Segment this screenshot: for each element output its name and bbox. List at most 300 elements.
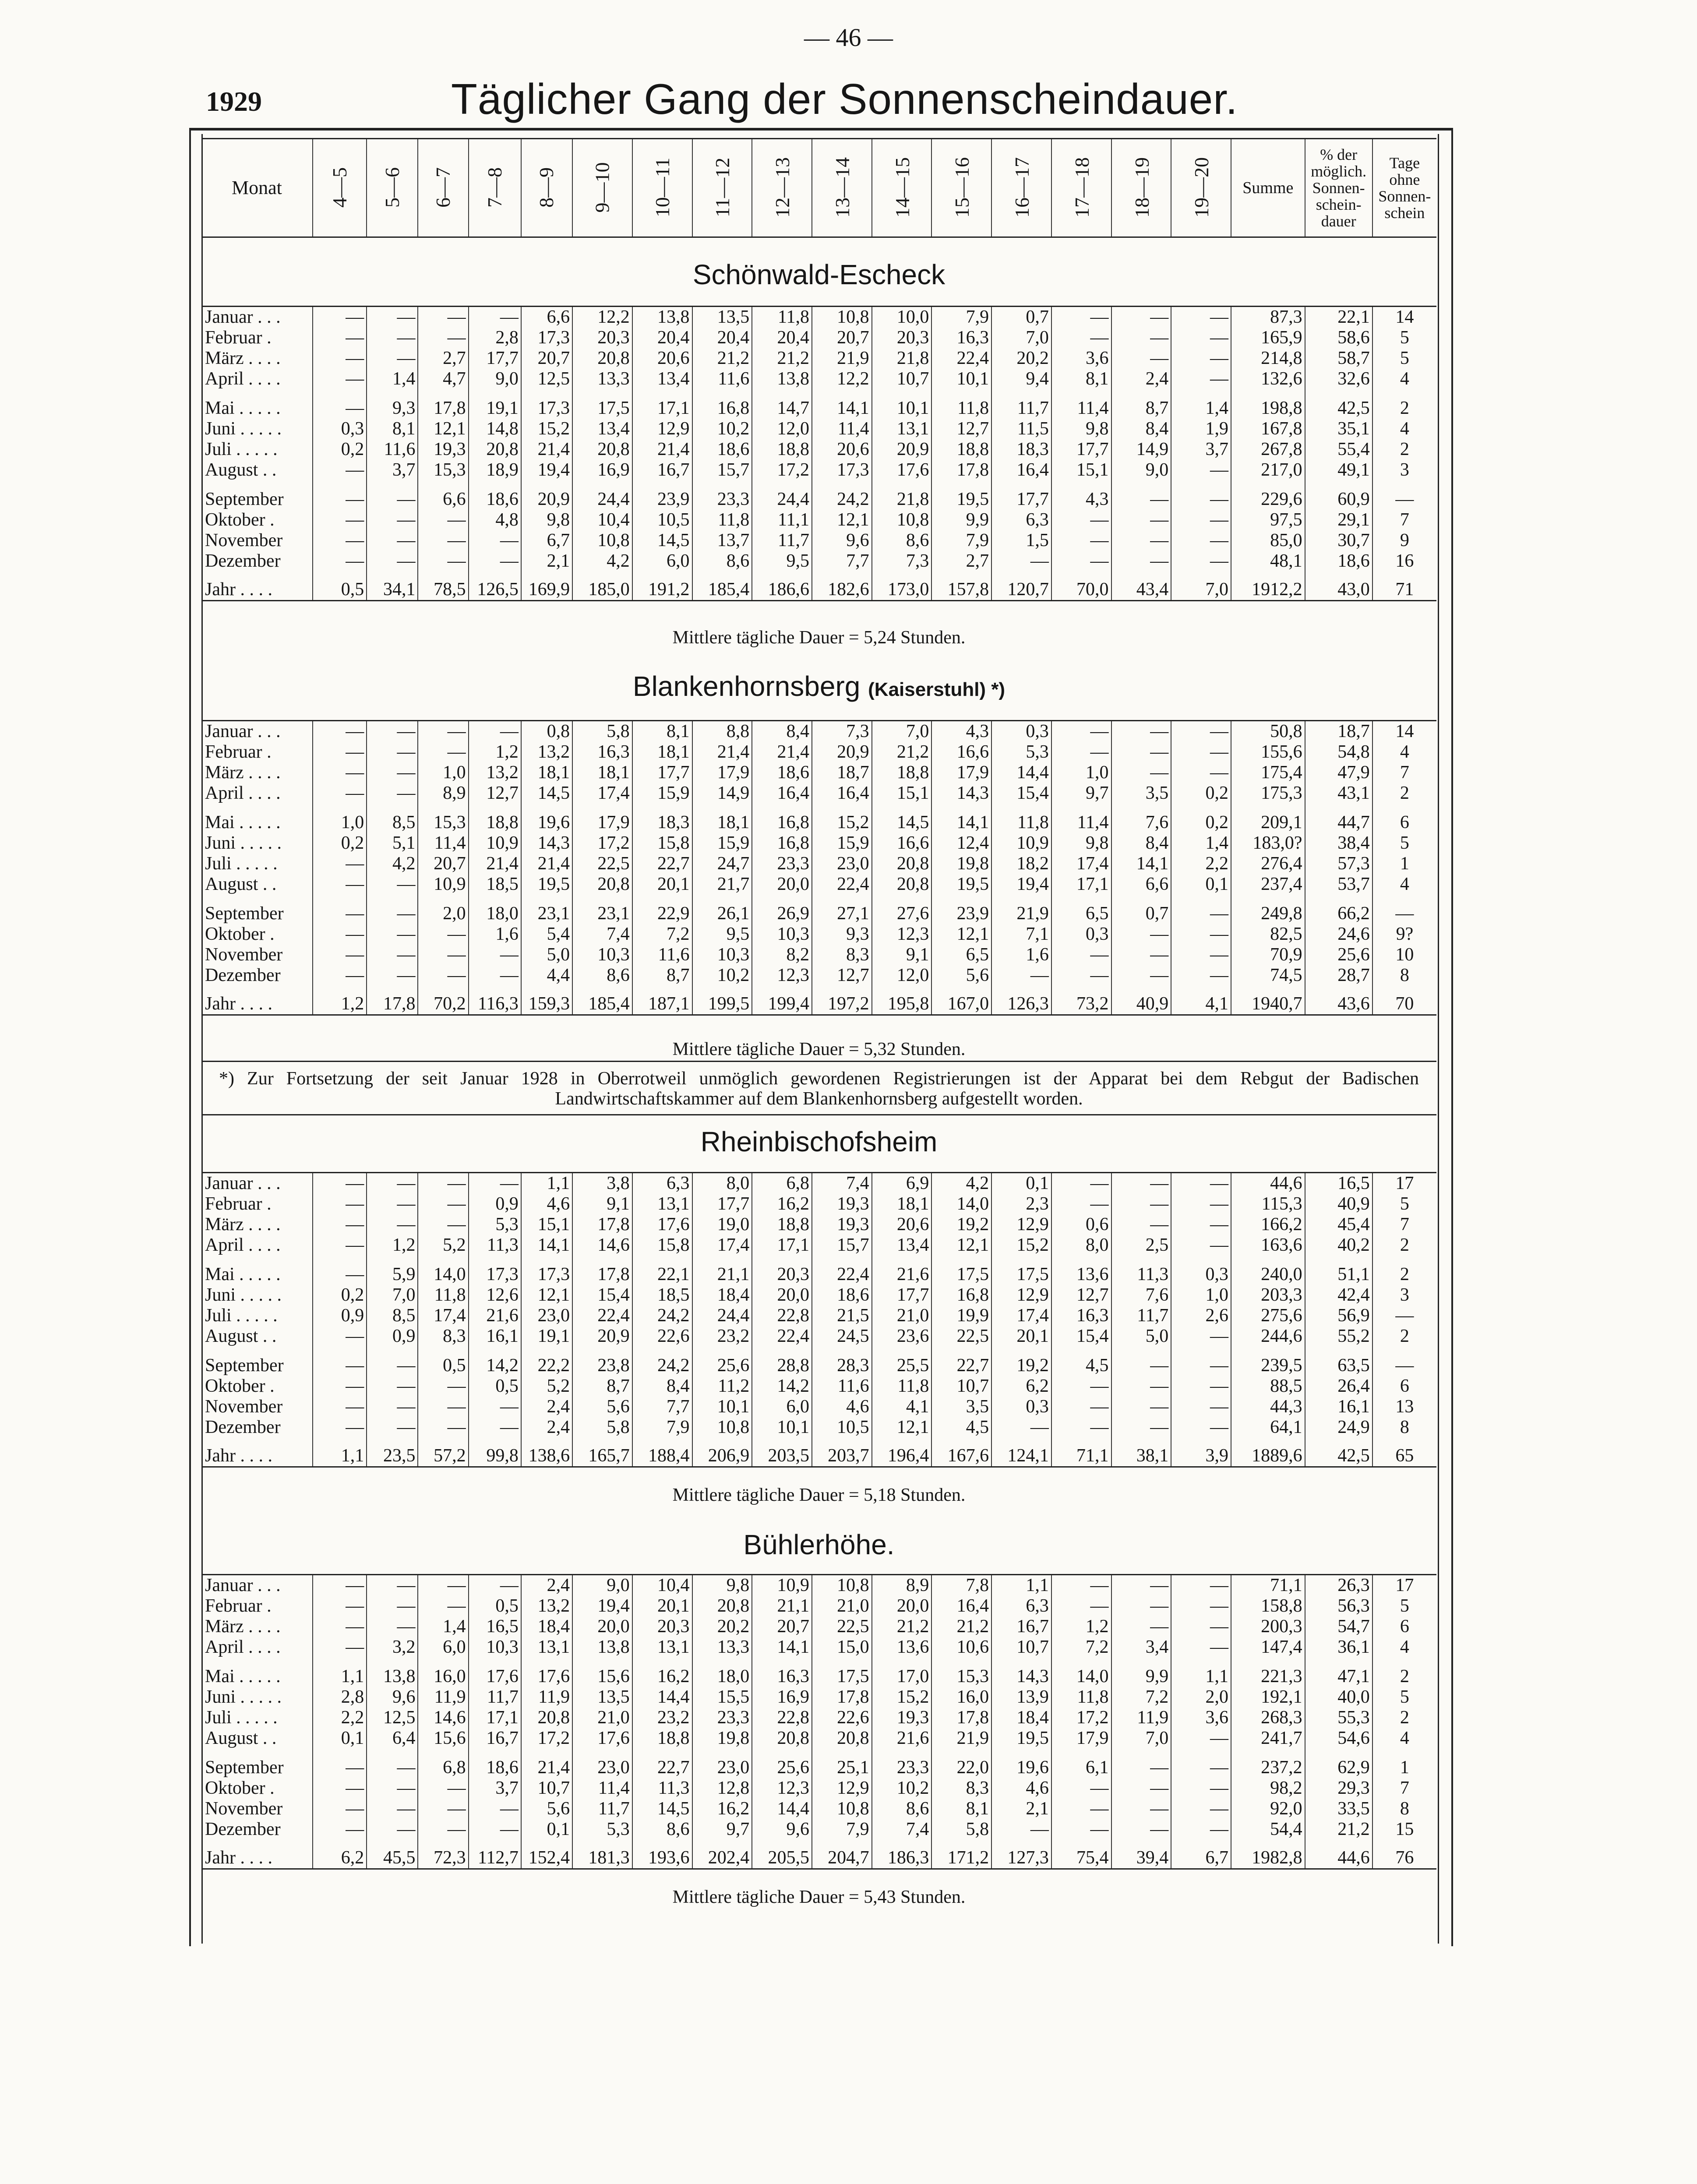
table-row [201, 874, 1436, 895]
table-cell: 8,4 [752, 721, 812, 742]
spacer-cell [1111, 804, 1171, 812]
table-cell: 24,4 [572, 489, 632, 510]
spacer-row [201, 895, 1436, 903]
month-cell: Juli . . . . . [205, 1305, 278, 1326]
table-cell: 65 [1372, 1446, 1436, 1467]
spacer-cell [812, 572, 872, 579]
table-cell: 25,6 [692, 1355, 752, 1376]
spacer-cell [201, 1749, 313, 1757]
table-cell: 2,4 [521, 1417, 572, 1438]
table-cell: — [313, 1757, 367, 1778]
table-cell: 11,9 [418, 1687, 468, 1708]
table-cell: 20,8 [572, 439, 632, 460]
section-title-text: Bühlerhöhe. [743, 1529, 895, 1560]
table-cell: — [418, 1376, 468, 1397]
header-month: Monat [201, 139, 313, 237]
table-cell: — [1372, 1305, 1436, 1326]
table-cell: 0,2 [313, 1285, 367, 1305]
table-cell: 7,9 [931, 307, 991, 328]
table-cell: 18,6 [752, 762, 812, 783]
table-cell: 203,3 [1231, 1285, 1305, 1305]
table-cell: 166,2 [1231, 1214, 1305, 1235]
spacer-cell [692, 572, 752, 579]
table-cell: 44,3 [1231, 1397, 1305, 1417]
table-cell: 9,8 [692, 1575, 752, 1596]
table-cell: 12,3 [752, 1778, 812, 1799]
table-cell: 16,2 [752, 1194, 812, 1214]
table-cell: 19,3 [872, 1708, 932, 1728]
table-cell: — [1111, 1173, 1171, 1194]
month-cell: Dezember [205, 1417, 281, 1437]
table-cell: 6,5 [1051, 903, 1111, 924]
table-row [201, 489, 1436, 510]
table-cell: 42,5 [1305, 1446, 1372, 1467]
table-cell: 16,5 [1305, 1173, 1372, 1194]
table-cell: — [1111, 1397, 1171, 1417]
month-cell: August . . [205, 460, 277, 480]
month-cell: Januar . . . [205, 721, 281, 741]
table-cell: 4,2 [931, 1173, 991, 1194]
table-cell: 0,1 [521, 1819, 572, 1840]
table-cell: 17,1 [632, 398, 692, 419]
table-cell: 8 [1372, 1417, 1436, 1438]
table-cell: 8 [1372, 965, 1436, 986]
table-cell: 3,6 [1171, 1708, 1231, 1728]
table-cell: 126,5 [469, 579, 521, 601]
spacer-cell [1171, 804, 1231, 812]
spacer-cell [632, 804, 692, 812]
table-cell: 1,2 [1051, 1616, 1111, 1637]
table-cell: 16,7 [632, 460, 692, 480]
header-hour [521, 139, 572, 237]
table-cell: 5,8 [572, 1417, 632, 1438]
table-cell: — [1171, 945, 1231, 965]
table-cell: 155,6 [1231, 742, 1305, 762]
table-cell: — [1111, 965, 1171, 986]
table-cell: 9,5 [692, 924, 752, 945]
spacer-cell [872, 1749, 932, 1757]
table-row [201, 439, 1436, 460]
header-hour-label: 4—5 [328, 167, 351, 208]
spacer-row [201, 572, 1436, 579]
table-cell: 15,2 [991, 1235, 1051, 1256]
spacer-cell [1372, 1840, 1436, 1848]
spacer-cell [201, 1840, 313, 1848]
table-cell: — [313, 460, 367, 480]
table-row [201, 328, 1436, 348]
table-cell: 8,1 [1051, 369, 1111, 389]
table-cell: 11,8 [418, 1285, 468, 1305]
table-cell: 9,7 [692, 1819, 752, 1840]
table-cell: 13,2 [521, 742, 572, 762]
spacer-cell [991, 1256, 1051, 1264]
spacer-cell [1305, 1347, 1372, 1355]
table-cell: — [1171, 1819, 1231, 1840]
table-cell: — [313, 874, 367, 895]
section-title-text: Blankenhornsberg [632, 670, 861, 702]
table-cell: 8,9 [418, 783, 468, 804]
spacer-cell [313, 986, 367, 994]
table-cell: 9,1 [872, 945, 932, 965]
month-cell: Jahr . . . . [205, 1848, 272, 1868]
header-hour-label: 10—11 [651, 157, 674, 217]
table-cell: — [367, 1355, 418, 1376]
table-cell: 18,9 [469, 460, 521, 480]
spacer-cell [692, 895, 752, 903]
table-cell: 10,9 [752, 1575, 812, 1596]
spacer-cell [692, 1256, 752, 1264]
table-cell: 9,5 [752, 551, 812, 572]
table-cell: — [469, 721, 521, 742]
table-row [201, 1194, 1436, 1214]
table-cell: — [1171, 1235, 1231, 1256]
table-cell: — [313, 783, 367, 804]
spacer-cell [1051, 1256, 1111, 1264]
table-cell: 20,8 [572, 348, 632, 369]
month-cell: Jahr . . . . [205, 1446, 272, 1466]
table-cell: 18,8 [752, 439, 812, 460]
spacer-cell [1231, 895, 1305, 903]
table-cell: 16,4 [931, 1596, 991, 1616]
table-cell: 99,8 [469, 1446, 521, 1467]
table-cell: 3,8 [572, 1173, 632, 1194]
table-row [201, 1687, 1436, 1708]
table-cell: 8,0 [1051, 1235, 1111, 1256]
table-cell: 10,8 [812, 307, 872, 328]
table-cell: 8,4 [1111, 833, 1171, 854]
header-hour-label: 16—17 [1011, 157, 1034, 218]
table-cell: 15,4 [991, 783, 1051, 804]
header-percent: % der möglich. Sonnen-schein-dauer [1305, 139, 1372, 237]
table-cell: 20,7 [812, 328, 872, 348]
table-cell: 11,7 [469, 1687, 521, 1708]
table-cell: 15,7 [692, 460, 752, 480]
month-cell: April . . . . [205, 1637, 281, 1657]
spacer-cell [1111, 1438, 1171, 1446]
table-cell: — [313, 1819, 367, 1840]
spacer-cell [632, 480, 692, 489]
table-cell: 20,2 [692, 1616, 752, 1637]
table-cell: — [367, 924, 418, 945]
month-cell: April . . . . [205, 1235, 281, 1255]
table-cell: — [1171, 762, 1231, 783]
spacer-cell [931, 804, 991, 812]
spacer-cell [991, 804, 1051, 812]
table-cell: 16,6 [872, 833, 932, 854]
table-cell: — [1111, 307, 1171, 328]
month-cell: März . . . . [205, 762, 281, 783]
table-cell: 6,0 [418, 1637, 468, 1658]
spacer-cell [418, 804, 468, 812]
spacer-cell [1051, 1658, 1111, 1666]
table-cell: 14,1 [752, 1637, 812, 1658]
spacer-cell [1231, 1749, 1305, 1757]
spacer-cell [931, 986, 991, 994]
table-row [201, 1778, 1436, 1799]
table-cell: 20,0 [872, 1596, 932, 1616]
table-row [201, 1355, 1436, 1376]
table-cell: — [1111, 945, 1171, 965]
table-cell: 17,6 [572, 1728, 632, 1749]
table-cell: 17,6 [469, 1666, 521, 1687]
table-cell: — [1171, 1326, 1231, 1347]
table-cell: — [1171, 903, 1231, 924]
table-cell: 7,2 [1051, 1637, 1111, 1658]
table-cell: 12,9 [991, 1214, 1051, 1235]
spacer-cell [367, 1840, 418, 1848]
spacer-cell [201, 1347, 313, 1355]
table-cell: 14,3 [521, 833, 572, 854]
spacer-cell [632, 895, 692, 903]
spacer-cell [469, 389, 521, 398]
table-cell: 8,4 [632, 1376, 692, 1397]
header-hour-label: 18—19 [1130, 157, 1153, 218]
table-cell: 24,4 [692, 1305, 752, 1326]
table-cell: 42,4 [1305, 1285, 1372, 1305]
spacer-cell [991, 1347, 1051, 1355]
table-cell: 15,2 [812, 812, 872, 833]
table-cell: 56,9 [1305, 1305, 1372, 1326]
table-cell: 18,8 [752, 1214, 812, 1235]
table-cell: 17,7 [991, 489, 1051, 510]
spacer-cell [313, 804, 367, 812]
table-cell: 9? [1372, 924, 1436, 945]
table-cell: 6,6 [1111, 874, 1171, 895]
table-cell: — [367, 742, 418, 762]
table-cell: 5,4 [521, 924, 572, 945]
table-cell: 20,0 [752, 1285, 812, 1305]
table-cell: 55,3 [1305, 1708, 1372, 1728]
table-cell: 3,9 [1171, 1446, 1231, 1467]
table-cell: 22,1 [1305, 307, 1372, 328]
table-cell: — [313, 924, 367, 945]
table-cell: 0,2 [313, 833, 367, 854]
table-cell: — [313, 1326, 367, 1347]
table-cell: 57,3 [1305, 854, 1372, 874]
spacer-cell [469, 572, 521, 579]
header-hour [632, 139, 692, 237]
spacer-cell [1171, 480, 1231, 489]
table-cell: 4,2 [572, 551, 632, 572]
table-cell: 10,3 [752, 924, 812, 945]
table-cell: 11,8 [692, 510, 752, 530]
table-row [201, 1305, 1436, 1326]
spacer-cell [1231, 986, 1305, 994]
spacer-cell [632, 1840, 692, 1848]
table-cell: 21,4 [632, 439, 692, 460]
table-cell: 5,3 [469, 1214, 521, 1235]
spacer-cell [521, 895, 572, 903]
table-cell: 8,7 [572, 1376, 632, 1397]
spacer-cell [872, 1256, 932, 1264]
table-cell: 6,6 [418, 489, 468, 510]
table-cell: 17,9 [692, 762, 752, 783]
spacer-cell [632, 389, 692, 398]
table-cell: 20,3 [872, 328, 932, 348]
table-cell: 22,2 [521, 1355, 572, 1376]
table-cell: 1,4 [418, 1616, 468, 1637]
spacer-cell [1305, 804, 1372, 812]
table-cell: 11,8 [872, 1376, 932, 1397]
table-cell: 18,6 [469, 489, 521, 510]
spacer-cell [991, 480, 1051, 489]
page-title: Täglicher Gang der Sonnenscheindauer. [451, 75, 1238, 123]
table-cell: — [418, 1575, 468, 1596]
table-cell: 20,2 [991, 348, 1051, 369]
table-cell: 4 [1372, 369, 1436, 389]
month-cell: Juli . . . . . [205, 854, 278, 874]
table-cell: 13,1 [521, 1637, 572, 1658]
table-cell: 21,4 [469, 854, 521, 874]
spacer-cell [572, 389, 632, 398]
table-cell: 206,9 [692, 1446, 752, 1467]
spacer-cell [1231, 1347, 1305, 1355]
table-cell: — [1111, 328, 1171, 348]
table-cell: 1,6 [991, 945, 1051, 965]
table-cell: 12,2 [812, 369, 872, 389]
spacer-cell [572, 1347, 632, 1355]
table-cell: 4,6 [812, 1397, 872, 1417]
table-cell: 15,8 [632, 833, 692, 854]
table-cell: — [367, 1799, 418, 1819]
table-cell: 17,1 [1051, 874, 1111, 895]
table-cell: — [469, 551, 521, 572]
table-cell: 17,4 [991, 1305, 1051, 1326]
month-cell: Februar . [205, 1596, 272, 1616]
table-cell: 19,3 [812, 1214, 872, 1235]
table-cell: 19,5 [931, 874, 991, 895]
table-cell: 17,8 [931, 460, 991, 480]
table-cell: 181,3 [572, 1848, 632, 1869]
table-cell: 7,6 [1111, 812, 1171, 833]
table-cell: — [1111, 510, 1171, 530]
table-cell: 14,9 [692, 783, 752, 804]
table-cell: 0,7 [1111, 903, 1171, 924]
table-cell: 13,8 [572, 1637, 632, 1658]
spacer-cell [692, 1840, 752, 1848]
spacer-cell [201, 389, 313, 398]
table-cell: 18,5 [469, 874, 521, 895]
table-cell: 10,1 [931, 369, 991, 389]
spacer-cell [812, 1256, 872, 1264]
table-cell: 244,6 [1231, 1326, 1305, 1347]
spacer-row [201, 1749, 1436, 1757]
table-cell: 11,7 [1111, 1305, 1171, 1326]
spacer-cell [1171, 1438, 1231, 1446]
table-cell: 26,4 [1305, 1376, 1372, 1397]
spacer-cell [572, 1438, 632, 1446]
table-cell: — [313, 1376, 367, 1397]
spacer-cell [572, 986, 632, 994]
table-row [201, 419, 1436, 439]
spacer-cell [1305, 1438, 1372, 1446]
table-cell: 7,0 [1111, 1728, 1171, 1749]
table-cell: 2 [1372, 1264, 1436, 1285]
table-cell: 11,6 [367, 439, 418, 460]
table-cell: 196,4 [872, 1446, 932, 1467]
spacer-cell [418, 572, 468, 579]
table-cell: 14,2 [469, 1355, 521, 1376]
table-cell: 21,4 [521, 854, 572, 874]
table-cell: 186,6 [752, 579, 812, 601]
table-cell: 10,4 [632, 1575, 692, 1596]
table-cell: 12,1 [418, 419, 468, 439]
table-cell: — [469, 307, 521, 328]
table-cell: 14,3 [931, 783, 991, 804]
table-cell: 17,3 [521, 1264, 572, 1285]
table-cell: 132,6 [1231, 369, 1305, 389]
header-row [201, 139, 1436, 237]
spacer-cell [752, 1840, 812, 1848]
table-cell: — [1171, 510, 1231, 530]
spacer-cell [812, 389, 872, 398]
table-row [201, 762, 1436, 783]
table-cell: — [1171, 1616, 1231, 1637]
table-cell: 21,0 [572, 1708, 632, 1728]
table-cell: 12,5 [367, 1708, 418, 1728]
spacer-cell [692, 480, 752, 489]
table-cell: 21,5 [812, 1305, 872, 1326]
table-cell: 0,9 [469, 1194, 521, 1214]
table-cell: 5,8 [931, 1819, 991, 1840]
table-cell: — [313, 348, 367, 369]
spacer-cell [1171, 1840, 1231, 1848]
table-cell: 16,3 [1051, 1305, 1111, 1326]
table-cell: 138,6 [521, 1446, 572, 1467]
table-cell: 11,2 [692, 1376, 752, 1397]
spacer-cell [367, 1658, 418, 1666]
table-cell: — [1171, 1214, 1231, 1235]
table-row [201, 1819, 1436, 1840]
table-cell: — [1051, 742, 1111, 762]
table-cell: 205,5 [752, 1848, 812, 1869]
table-cell: 44,7 [1305, 812, 1372, 833]
table-cell: 2,2 [313, 1708, 367, 1728]
table-cell: 74,5 [1231, 965, 1305, 986]
header-hour [1111, 139, 1171, 237]
table-cell: 11,7 [752, 530, 812, 551]
table-row [201, 1214, 1436, 1235]
table-cell: 23,3 [692, 489, 752, 510]
table-cell: 15,8 [632, 1235, 692, 1256]
spacer-cell [1305, 389, 1372, 398]
table-cell: — [367, 1778, 418, 1799]
table-cell: — [367, 1616, 418, 1637]
spacer-cell [418, 895, 468, 903]
spacer-cell [1305, 480, 1372, 489]
table-cell: 191,2 [632, 579, 692, 601]
table-cell: 4 [1372, 419, 1436, 439]
section-title-text: Schönwald-Escheck [692, 259, 946, 290]
table-cell: 11,4 [1051, 398, 1111, 419]
table-cell: 4 [1372, 874, 1436, 895]
table-cell: 13,5 [692, 307, 752, 328]
table-cell: 1,1 [1171, 1666, 1231, 1687]
table-cell: 56,3 [1305, 1596, 1372, 1616]
table-cell: 6,0 [752, 1397, 812, 1417]
table-cell: 14 [1372, 307, 1436, 328]
table-cell: — [1111, 1355, 1171, 1376]
table-cell: — [367, 489, 418, 510]
table-cell: 1,1 [521, 1173, 572, 1194]
spacer-cell [991, 1658, 1051, 1666]
table-cell: — [1171, 1757, 1231, 1778]
table-cell: 28,3 [812, 1355, 872, 1376]
table-cell: — [313, 762, 367, 783]
table-cell: — [418, 510, 468, 530]
table-row [201, 1417, 1436, 1438]
spacer-cell [1051, 389, 1111, 398]
